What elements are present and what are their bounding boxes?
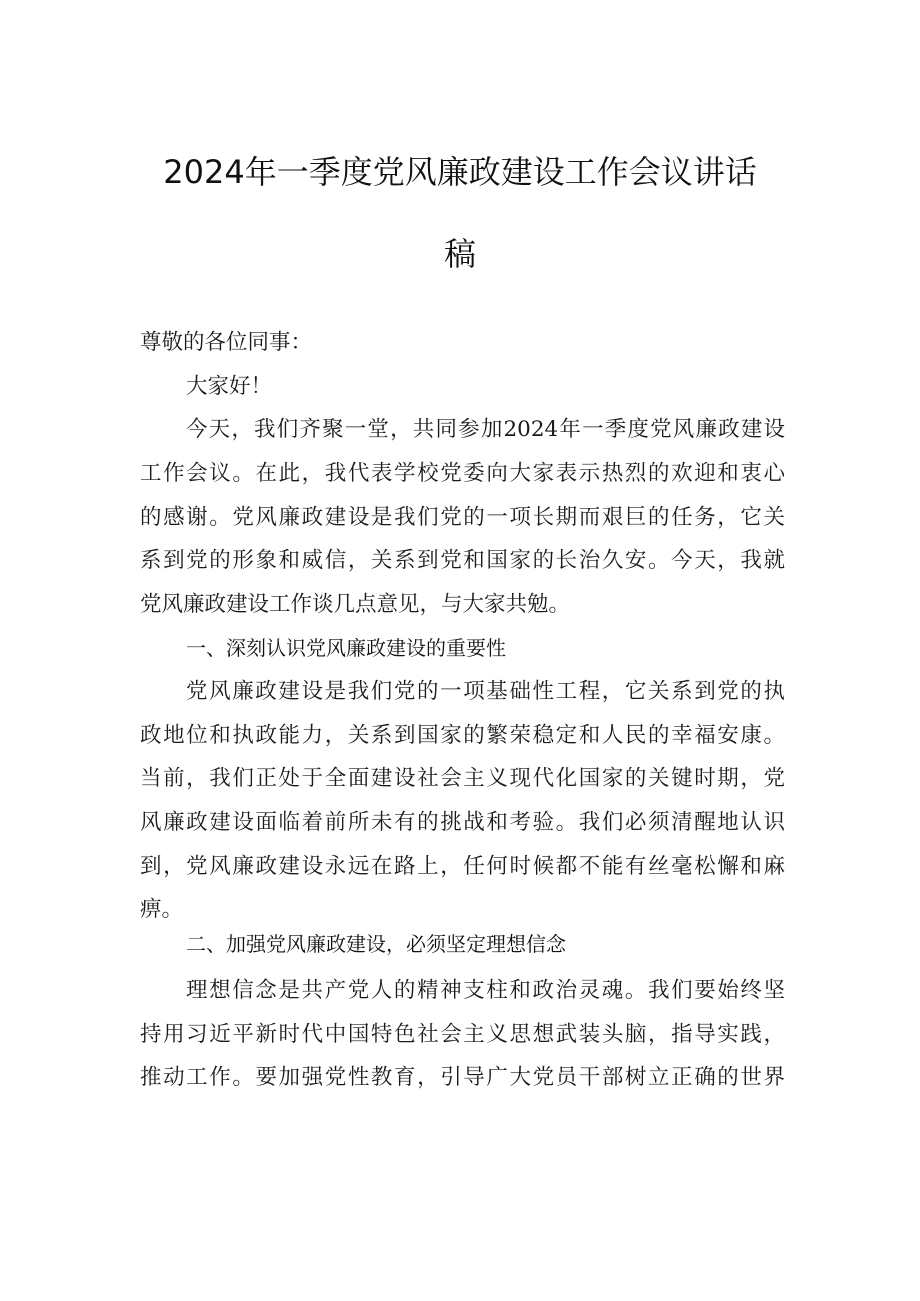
paragraph-line: 当前，我们正处于全面建设社会主义现代化国家的关键时期，党 xyxy=(140,766,785,791)
document-title-line-2: 稿 xyxy=(443,235,476,273)
paragraph-line: 党风廉政建设是我们党的一项基础性工程，它关系到党的执 xyxy=(186,679,785,704)
paragraph-line: 的感谢。党风廉政建设是我们党的一项长期而艰巨的任务，它关 xyxy=(140,505,785,530)
paragraph-line: 政地位和执政能力，关系到国家的繁荣稳定和人民的幸福安康。 xyxy=(140,723,785,748)
paragraph-line: 持用习近平新时代中国特色社会主义思想武装头脑，指导实践， xyxy=(140,1022,785,1047)
greeting: 大家好！ xyxy=(186,374,273,399)
paragraph-line: 今天，我们齐聚一堂，共同参加2024年一季度党风廉政建设 xyxy=(186,417,785,442)
salutation: 尊敬的各位同事： xyxy=(140,330,313,355)
paragraph-line: 党风廉政建设工作谈几点意见，与大家共勉。 xyxy=(140,592,571,617)
paragraph-line: 推动工作。要加强党性教育，引导广大党员干部树立正确的世界 xyxy=(140,1065,785,1090)
paragraph-line: 痹。 xyxy=(140,897,184,922)
document-title-line-1: 2024年一季度党风廉政建设工作会议讲话 xyxy=(163,153,757,191)
paragraph-line: 风廉政建设面临着前所未有的挑战和考验。我们必须清醒地认识 xyxy=(140,810,785,835)
section-heading-1: 一、深刻认识党风廉政建设的重要性 xyxy=(186,636,506,660)
section-heading-2: 二、加强党风廉政建设，必须坚定理想信念 xyxy=(186,932,566,956)
paragraph-line: 系到党的形象和威信，关系到党和国家的长治久安。今天，我就 xyxy=(140,548,785,573)
paragraph-line: 理想信念是共产党人的精神支柱和政治灵魂。我们要始终坚 xyxy=(186,978,785,1003)
paragraph-line: 工作会议。在此，我代表学校党委向大家表示热烈的欢迎和衷心 xyxy=(140,461,785,486)
paragraph-line: 到，党风廉政建设永远在路上，任何时候都不能有丝毫松懈和麻 xyxy=(140,854,785,879)
